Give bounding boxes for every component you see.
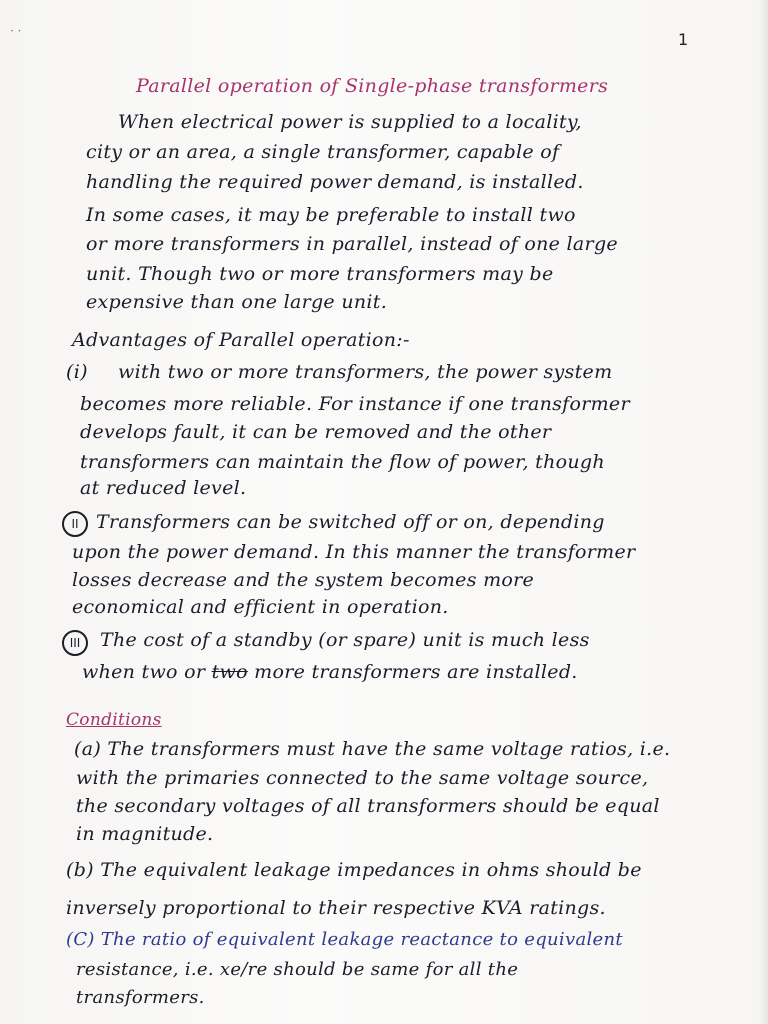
intro-line-4: In some cases, it may be preferable to install two xyxy=(86,204,576,226)
condition-a-line-4: in magnitude. xyxy=(76,823,214,845)
advantage-ii-marker: II xyxy=(62,511,88,537)
advantage-iii-marker: III xyxy=(62,630,88,656)
advantage-i-line-4: transformers can maintain the flow of power, though xyxy=(80,451,605,473)
stray-marks: · · xyxy=(10,24,22,38)
condition-c-line-3: transformers. xyxy=(76,987,205,1008)
intro-line-2: city or an area, a single transformer, capable of xyxy=(86,141,560,163)
condition-a-line-3: the secondary voltages of all transformers should be equal xyxy=(76,795,660,817)
intro-line-1: When electrical power is supplied to a locality, xyxy=(118,111,582,133)
advantage-i-line-5: at reduced level. xyxy=(80,477,247,499)
advantage-i-line-3: develops fault, it can be removed and the other xyxy=(80,421,552,443)
advantages-heading: Advantages of Parallel operation:- xyxy=(72,329,410,351)
page-title: Parallel operation of Single-phase transformers xyxy=(136,75,609,97)
advantage-iii-line-2-end: more transformers are installed. xyxy=(254,661,578,683)
advantage-iii-line-1: The cost of a standby (or spare) unit is much less xyxy=(100,629,590,651)
intro-line-7: expensive than one large unit. xyxy=(86,291,388,313)
conditions-heading: Conditions xyxy=(66,710,162,730)
intro-line-5: or more transformers in parallel, instead of one large xyxy=(86,233,618,255)
advantage-iii-line-2-start: when two or xyxy=(82,661,206,683)
page-number: 1 xyxy=(678,30,689,49)
page-edge-shadow xyxy=(758,0,768,1024)
condition-c-line-1: (C) The ratio of equivalent leakage reactance to equivalent xyxy=(66,929,623,950)
intro-line-3: handling the required power demand, is installed. xyxy=(86,171,584,193)
advantage-iii-line-2 xyxy=(82,660,578,684)
condition-c-line-2: resistance, i.e. xe/re should be same for all the xyxy=(76,959,519,980)
struck-word: two xyxy=(211,661,248,683)
advantage-ii-line-4: economical and efficient in operation. xyxy=(72,596,449,618)
condition-b-line-1: (b) The equivalent leakage impedances in ohms should be xyxy=(66,859,642,881)
advantage-i-line-2: becomes more reliable. For instance if one transformer xyxy=(80,393,630,415)
advantage-ii-line-3: losses decrease and the system becomes more xyxy=(72,569,535,591)
advantage-i-line-1: with two or more transformers, the power system xyxy=(118,361,613,383)
advantage-i-label: (i) xyxy=(66,361,88,383)
condition-a-line-2: with the primaries connected to the same voltage source, xyxy=(76,767,649,789)
intro-line-6: unit. Though two or more transformers may be xyxy=(86,263,554,285)
condition-b-line-2: inversely proportional to their respective KVA ratings. xyxy=(66,897,606,919)
condition-a-line-1: (a) The transformers must have the same voltage ratios, i.e. xyxy=(74,738,671,760)
advantage-ii-line-2: upon the power demand. In this manner the transformer xyxy=(72,541,636,563)
advantage-ii-line-1: Transformers can be switched off or on, depending xyxy=(96,511,605,533)
